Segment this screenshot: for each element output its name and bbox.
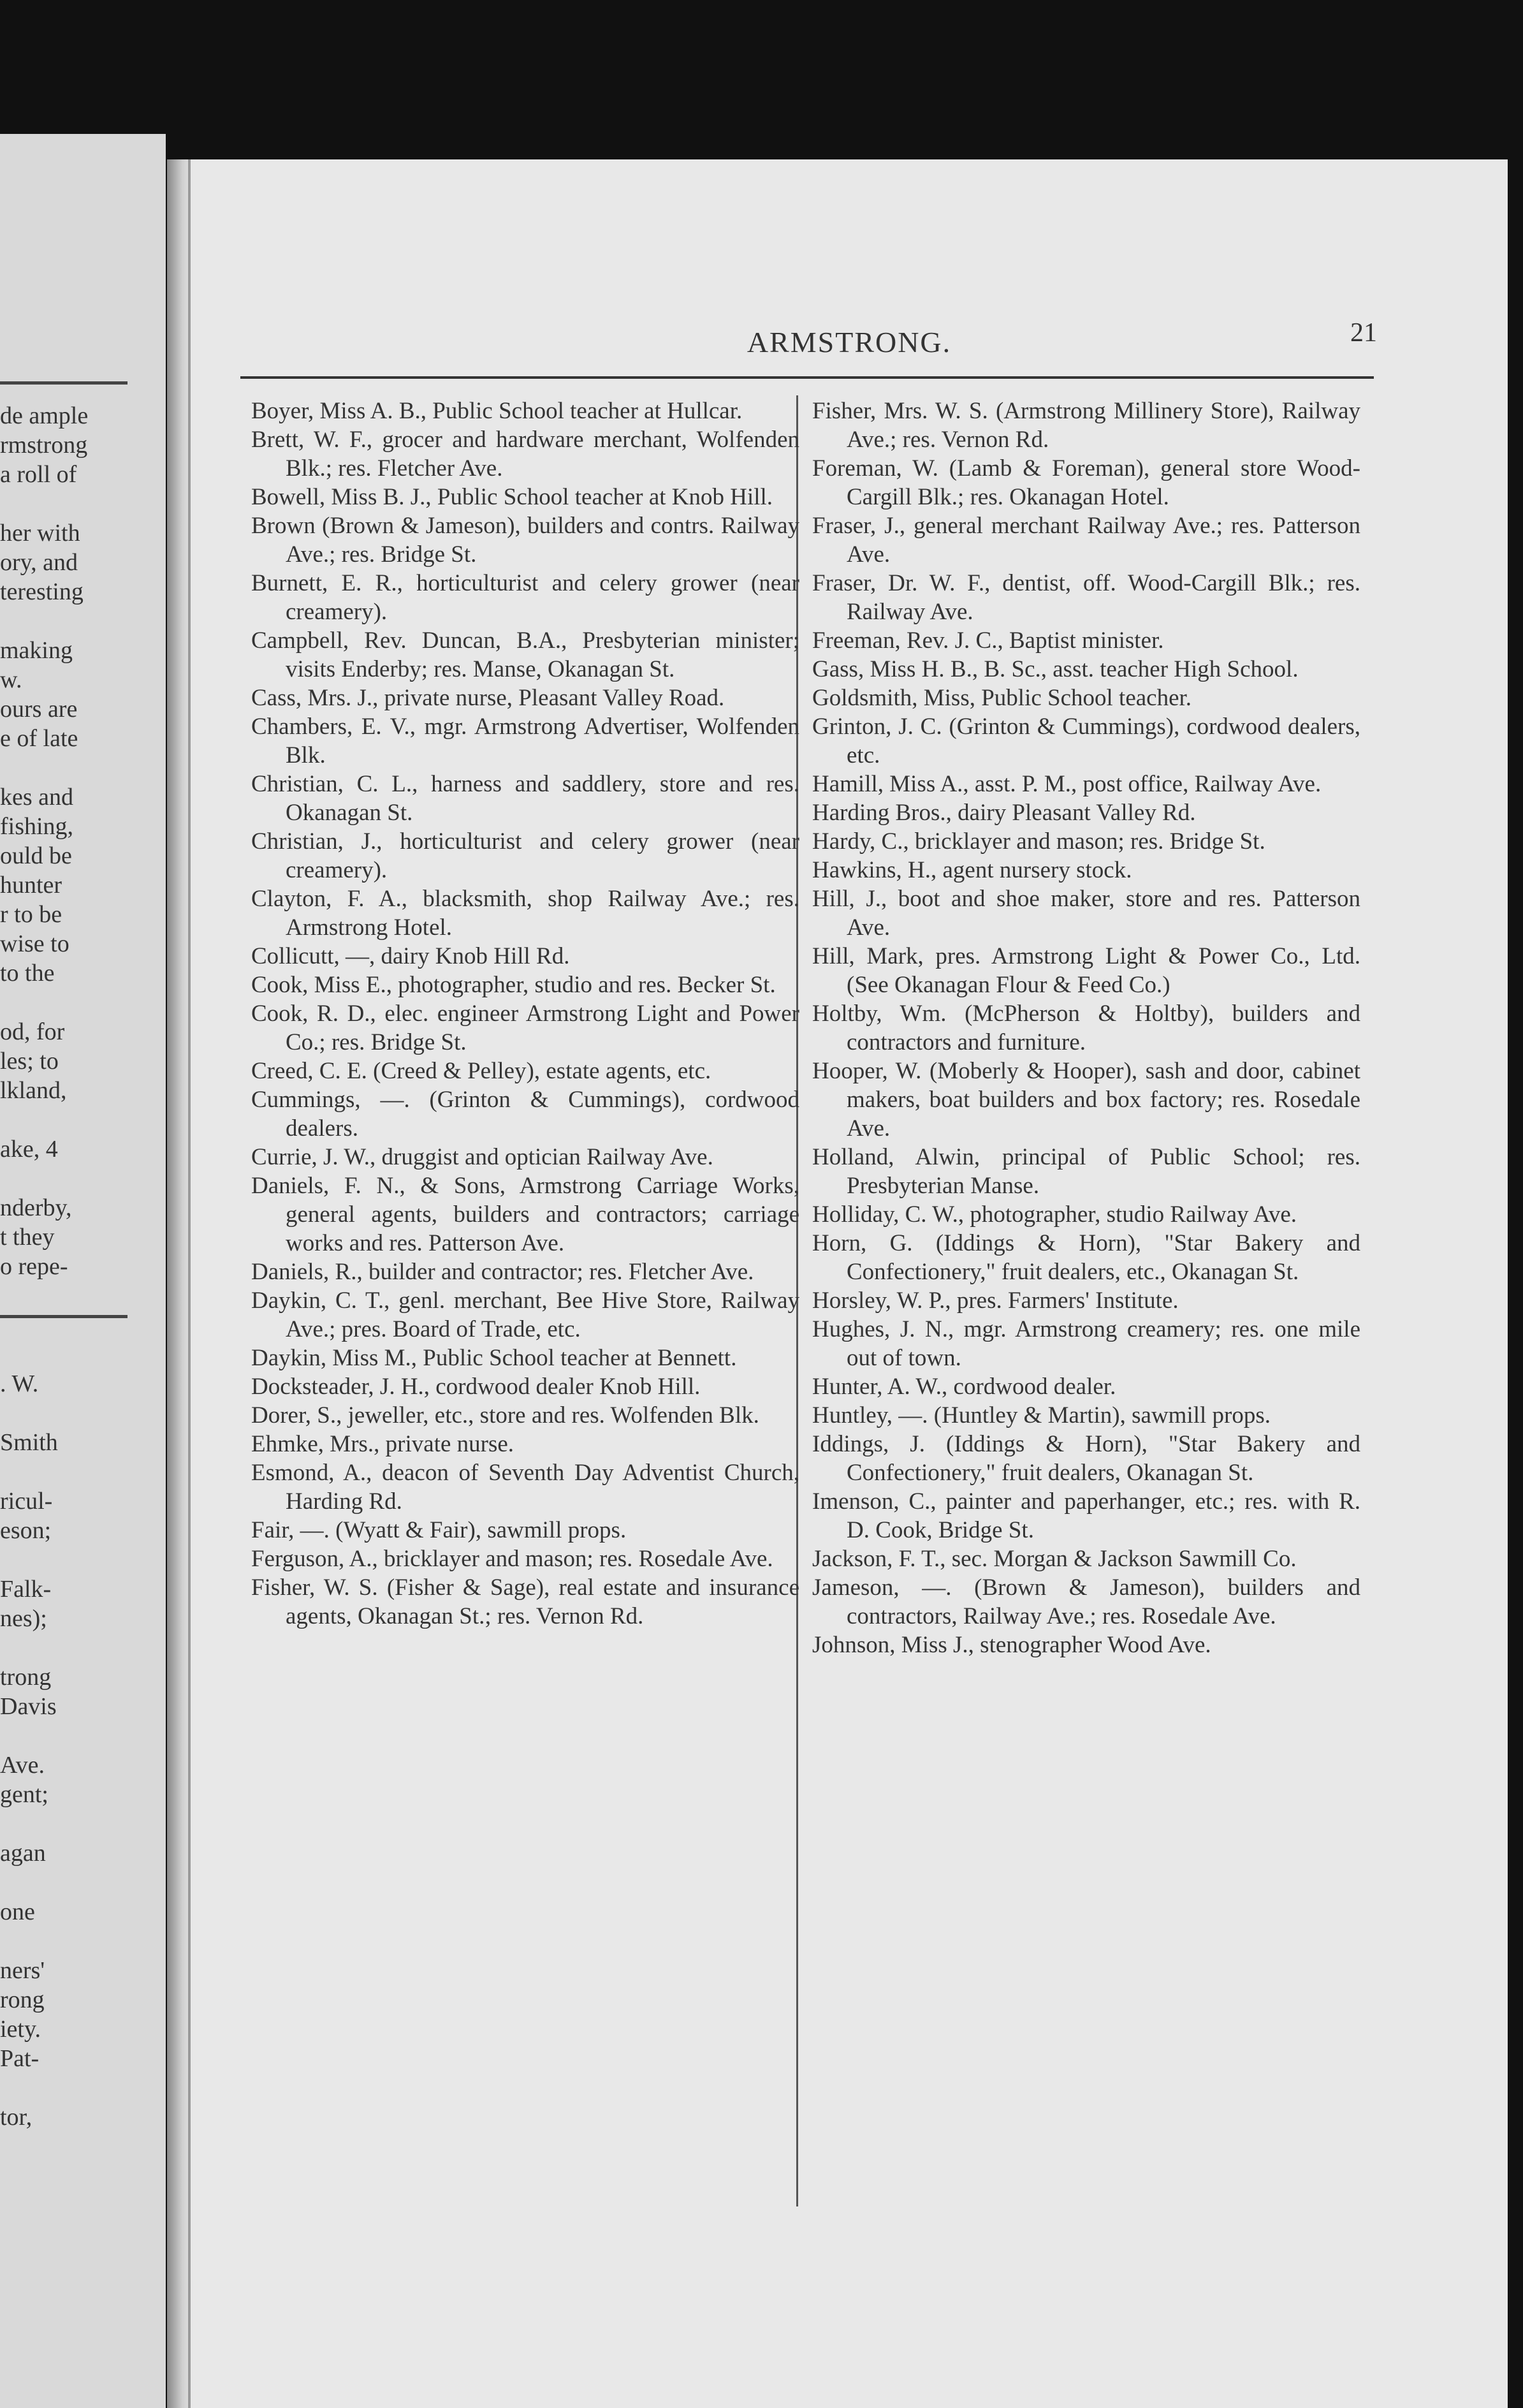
directory-entry: Huntley, —. (Huntley & Martin), sawmill props.: [812, 1402, 1271, 1428]
facing-page-line: de ample: [0, 402, 89, 429]
directory-entry: Brett, W. F., grocer and hardware merchant, Wolfenden Blk.; res. Fletcher Ave.: [251, 427, 799, 481]
directory-entry: Fraser, J., general merchant Railway Ave.; res. Patterson Ave.: [812, 513, 1360, 568]
directory-entry: Jameson, —. (Brown & Jameson), builders and contractors, Railway Ave.; res. Rosedale Ave.: [812, 1575, 1360, 1629]
directory-entry: Esmond, A., deacon of Seventh Day Adventist Church, Harding Rd.: [251, 1460, 799, 1515]
directory-page: [188, 159, 1508, 2408]
directory-entry: Burnett, E. R., horticulturist and celery grower (near creamery).: [251, 570, 799, 625]
directory-entry: Grinton, J. C. (Grinton & Cummings), cordwood dealers, etc.: [812, 714, 1360, 768]
facing-page-line: Davis: [0, 1693, 57, 1720]
directory-entry: Campbell, Rev. Duncan, B.A., Presbyterian minister; visits Enderby; res. Manse, Okanagan St.: [251, 628, 799, 682]
directory-entry: Docksteader, J. H., cordwood dealer Knob Hill.: [251, 1374, 701, 1400]
directory-entry: Clayton, F. A., blacksmith, shop Railway Ave.; res. Armstrong Hotel.: [251, 886, 799, 941]
facing-page-line: one: [0, 1898, 35, 1925]
directory-entry: Ehmke, Mrs., private nurse.: [251, 1431, 514, 1457]
facing-page-line: iety.: [0, 2016, 41, 2043]
facing-page-line: to the: [0, 960, 55, 987]
directory-entry: Hooper, W. (Moberly & Hooper), sash and door, cabinet makers, boat builders and box factory; res. Rosedale Ave.: [812, 1058, 1360, 1142]
facing-page-line: o repe-: [0, 1253, 68, 1280]
left-page-rule: [0, 381, 128, 385]
facing-page-fragment: [0, 134, 166, 2408]
directory-entry: Cass, Mrs. J., private nurse, Pleasant Valley Road.: [251, 685, 725, 711]
directory-entry: Hawkins, H., agent nursery stock.: [812, 857, 1132, 883]
directory-entry: Creed, C. E. (Creed & Pelley), estate agents, etc.: [251, 1058, 711, 1084]
directory-entry: Dorer, S., jeweller, etc., store and res. Wolfenden Blk.: [251, 1402, 759, 1428]
facing-page-line: ours are: [0, 696, 78, 723]
directory-entry: Freeman, Rev. J. C., Baptist minister.: [812, 628, 1164, 654]
facing-page-line: her with: [0, 520, 80, 547]
facing-page-line: fishing,: [0, 813, 74, 840]
directory-entry: Horsley, W. P., pres. Farmers' Institute.: [812, 1288, 1179, 1314]
facing-page-line: ould be: [0, 842, 72, 869]
directory-entry: Ferguson, A., bricklayer and mason; res. Rosedale Ave.: [251, 1546, 773, 1572]
directory-entry: Chambers, E. V., mgr. Armstrong Advertiser, Wolfenden Blk.: [251, 714, 799, 768]
directory-entry: Cook, Miss E., photographer, studio and res. Becker St.: [251, 972, 776, 998]
directory-entry: Cummings, —. (Grinton & Cummings), cordwood dealers.: [251, 1087, 799, 1142]
directory-entry: Hughes, J. N., mgr. Armstrong creamery; res. one mile out of town.: [812, 1316, 1360, 1371]
directory-column-right: [812, 397, 1360, 1659]
directory-entry: Holland, Alwin, principal of Public School; res. Presbyterian Manse.: [812, 1144, 1360, 1199]
facing-page-line: a roll of: [0, 461, 77, 488]
facing-page-line: agan: [0, 1840, 46, 1867]
facing-page-line: trong: [0, 1664, 52, 1691]
directory-entry: Johnson, Miss J., stenographer Wood Ave.: [812, 1632, 1211, 1658]
directory-entry: Daniels, R., builder and contractor; res. Fletcher Ave.: [251, 1259, 754, 1285]
directory-entry: Collicutt, —, dairy Knob Hill Rd.: [251, 943, 570, 969]
running-head: ARMSTRONG.: [747, 326, 952, 358]
directory-entry: Goldsmith, Miss, Public School teacher.: [812, 685, 1192, 711]
directory-entry: Hill, Mark, pres. Armstrong Light & Power Co., Ltd. (See Okanagan Flour & Feed Co.): [812, 943, 1360, 998]
directory-entry: Holliday, C. W., photographer, studio Railway Ave.: [812, 1201, 1297, 1228]
header-rule: [240, 376, 1374, 379]
facing-page-line: ners': [0, 1957, 45, 1984]
left-page-rule: [0, 1315, 128, 1318]
directory-entry: Boyer, Miss A. B., Public School teacher at Hullcar.: [251, 398, 743, 424]
directory-entry: Iddings, J. (Iddings & Horn), "Star Bakery and Confectionery," fruit dealers, Okanagan St.: [812, 1431, 1360, 1486]
facing-page-line: teresting: [0, 578, 84, 605]
facing-page-line: e of late: [0, 725, 78, 752]
facing-page-line: ake, 4: [0, 1136, 58, 1163]
directory-entry: Daniels, F. N., & Sons, Armstrong Carriage Works, general agents, builders and contractors; carriage works and res. Patterson Ave.: [251, 1173, 799, 1256]
directory-entry: Fisher, Mrs. W. S. (Armstrong Millinery Store), Railway Ave.; res. Vernon Rd.: [812, 398, 1360, 453]
facing-page-line: wise to: [0, 930, 69, 957]
facing-page-line: rmstrong: [0, 432, 88, 459]
facing-page-line: Smith: [0, 1429, 58, 1456]
directory-column-left: [251, 397, 799, 1631]
directory-entry: Holtby, Wm. (McPherson & Holtby), builders and contractors and furniture.: [812, 1001, 1360, 1055]
directory-entry: Fisher, W. S. (Fisher & Sage), real estate and insurance agents, Okanagan St.; res. Vernon Rd.: [251, 1575, 799, 1629]
directory-entry: Hunter, A. W., cordwood dealer.: [812, 1374, 1116, 1400]
facing-page-line: lkland,: [0, 1077, 67, 1104]
facing-page-line: nderby,: [0, 1194, 72, 1221]
directory-entry: Brown (Brown & Jameson), builders and contrs. Railway Ave.; res. Bridge St.: [251, 513, 799, 568]
facing-page-line: . W.: [0, 1370, 39, 1397]
facing-page-line: tor,: [0, 2104, 33, 2131]
facing-page-line: Pat-: [0, 2045, 40, 2072]
facing-page-line: ory, and: [0, 549, 78, 576]
facing-page-line: r to be: [0, 901, 62, 928]
facing-page-line: kes and: [0, 784, 74, 811]
directory-entry: Daykin, C. T., genl. merchant, Bee Hive Store, Railway Ave.; pres. Board of Trade, etc.: [251, 1288, 799, 1342]
directory-entry: Horn, G. (Iddings & Horn), "Star Bakery and Confectionery," fruit dealers, etc., Okanagan St.: [812, 1230, 1360, 1285]
facing-page-line: Falk-: [0, 1576, 52, 1603]
facing-page-line: nes);: [0, 1605, 47, 1632]
facing-page-line: rong: [0, 1986, 45, 2013]
facing-page-line: making: [0, 637, 73, 664]
directory-entry: Hill, J., boot and shoe maker, store and res. Patterson Ave.: [812, 886, 1360, 941]
facing-page-line: hunter: [0, 872, 62, 899]
directory-entry: Christian, J., horticulturist and celery grower (near creamery).: [251, 828, 799, 883]
directory-entry: Bowell, Miss B. J., Public School teacher at Knob Hill.: [251, 484, 773, 510]
page-number: 21: [1350, 318, 1377, 348]
directory-entry: Gass, Miss H. B., B. Sc., asst. teacher High School.: [812, 656, 1299, 682]
facing-page-line: od, for: [0, 1018, 65, 1045]
directory-entry: Daykin, Miss M., Public School teacher at Bennett.: [251, 1345, 737, 1371]
directory-entry: Hardy, C., bricklayer and mason; res. Bridge St.: [812, 828, 1265, 855]
facing-page-line: gent;: [0, 1781, 48, 1808]
directory-entry: Fair, —. (Wyatt & Fair), sawmill props.: [251, 1517, 627, 1543]
directory-entry: Christian, C. L., harness and saddlery, store and res. Okanagan St.: [251, 771, 799, 826]
directory-entry: Currie, J. W., druggist and optician Railway Ave.: [251, 1144, 713, 1170]
directory-entry: Hamill, Miss A., asst. P. M., post office, Railway Ave.: [812, 771, 1322, 797]
facing-page-line: Ave.: [0, 1752, 45, 1779]
directory-entry: Cook, R. D., elec. engineer Armstrong Light and Power Co.; res. Bridge St.: [251, 1001, 799, 1055]
directory-entry: Harding Bros., dairy Pleasant Valley Rd.: [812, 800, 1196, 826]
facing-page-line: t they: [0, 1224, 55, 1251]
facing-page-line: les; to: [0, 1048, 59, 1075]
directory-entry: Imenson, C., painter and paperhanger, etc.; res. with R. D. Cook, Bridge St.: [812, 1488, 1360, 1543]
directory-entry: Foreman, W. (Lamb & Foreman), general store Wood-Cargill Blk.; res. Okanagan Hotel.: [812, 455, 1360, 510]
directory-entry: Jackson, F. T., sec. Morgan & Jackson Sawmill Co.: [812, 1546, 1297, 1572]
facing-page-line: ricul-: [0, 1488, 53, 1515]
facing-page-line: w.: [0, 666, 22, 693]
directory-entry: Fraser, Dr. W. F., dentist, off. Wood-Cargill Blk.; res. Railway Ave.: [812, 570, 1360, 625]
facing-page-line: eson;: [0, 1517, 52, 1544]
